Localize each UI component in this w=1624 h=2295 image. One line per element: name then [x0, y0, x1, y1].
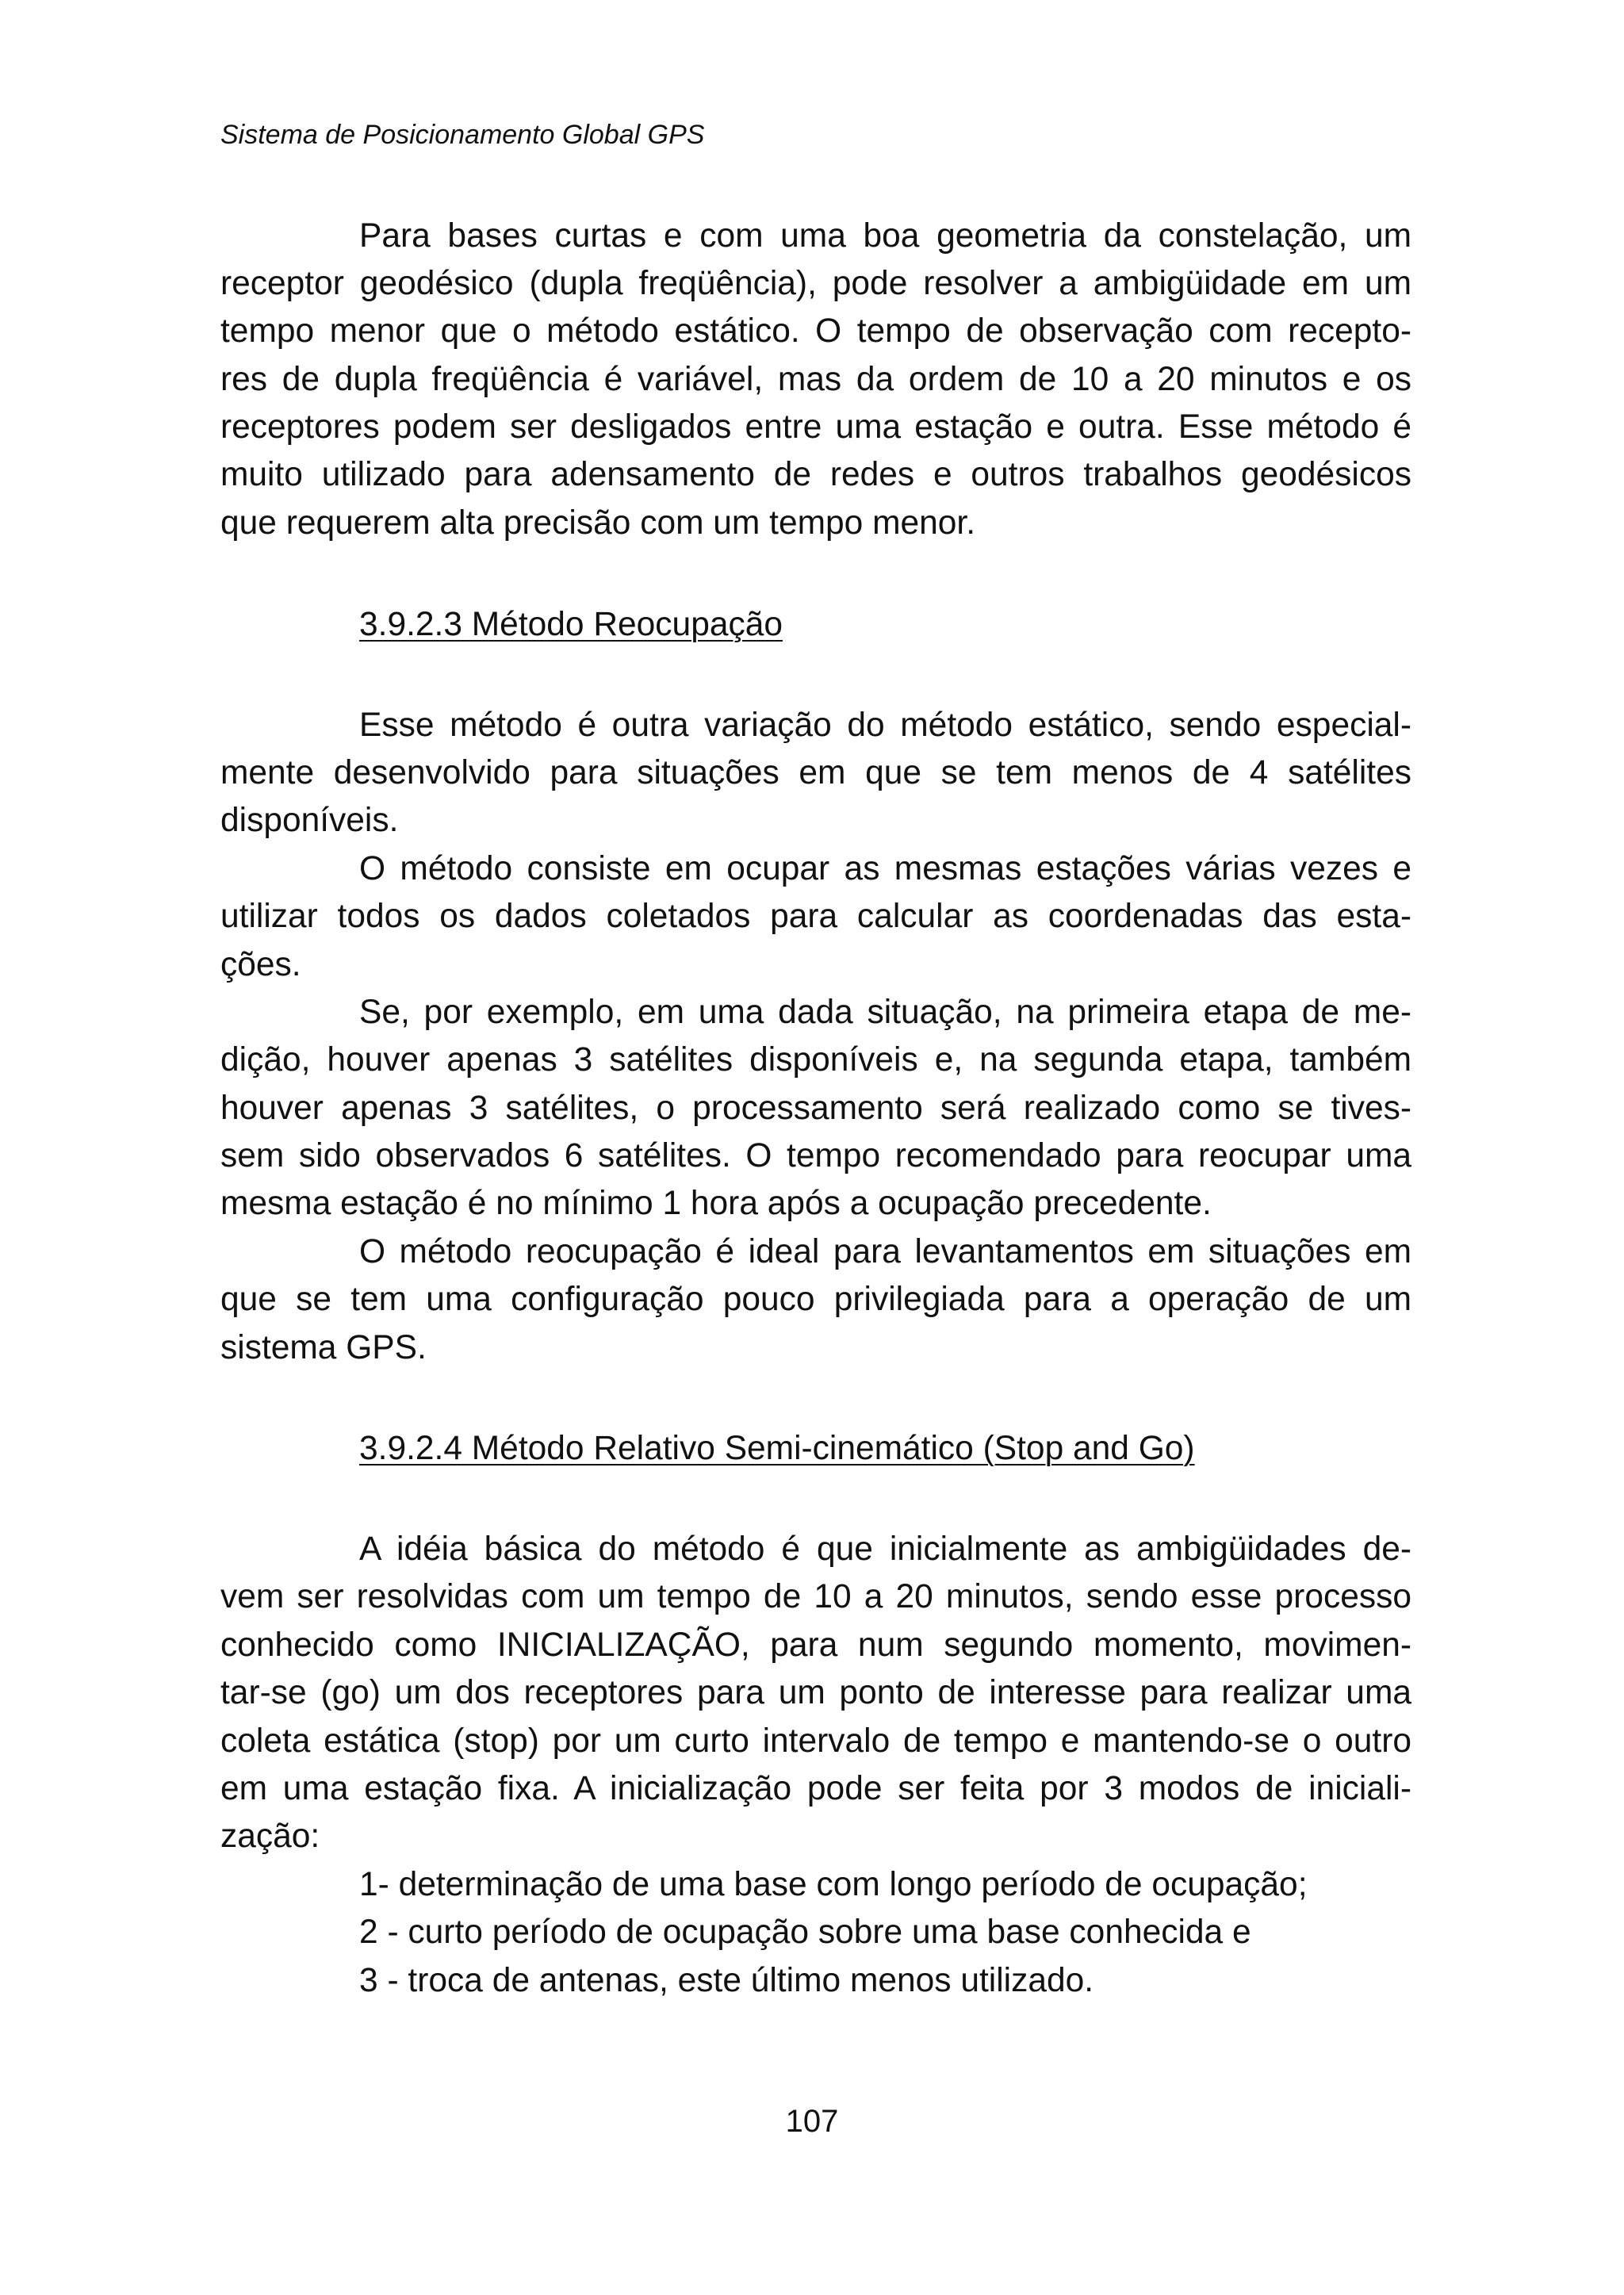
paragraph-line: vem ser resolvidas com um tempo de 10 a 20 minutos, sendo esse processo: [220, 1578, 1411, 1615]
paragraph-line: zação:: [220, 1818, 320, 1855]
paragraph-line: em uma estação fixa. A inicialização pode ser feita por 3 modos de iniciali-: [220, 1770, 1411, 1807]
paragraph-line: mente desenvolvido para situações em que se tem menos de 4 satélites: [220, 754, 1411, 791]
paragraph-line: res de dupla freqüência é variável, mas da ordem de 10 a 20 minutos e os: [220, 361, 1411, 398]
section-heading-3923: 3.9.2.3 Método Reocupação: [359, 606, 783, 643]
paragraph-line: O método consiste em ocupar as mesmas estações várias vezes e: [359, 850, 1411, 887]
paragraph-line: conhecido como INICIALIZAÇÃO, para num segundo momento, movimen-: [220, 1626, 1411, 1664]
paragraph-line: tempo menor que o método estático. O tempo de observação com recepto-: [220, 312, 1411, 350]
paragraph-line: mesma estação é no mínimo 1 hora após a ocupação precedente.: [220, 1185, 1212, 1222]
paragraph-line: receptor geodésico (dupla freqüência), pode resolver a ambigüidade em um: [220, 265, 1411, 302]
paragraph-line: disponíveis.: [220, 802, 399, 839]
paragraph-line: coleta estática (stop) por um curto intervalo de tempo e mantendo-se o outro: [220, 1722, 1411, 1760]
paragraph-line: Esse método é outra variação do método estático, sendo especial-: [359, 707, 1411, 744]
paragraph-line: que se tem uma configuração pouco privilegiada para a operação de um: [220, 1281, 1411, 1318]
paragraph-line: O método reocupação é ideal para levantamentos em situações em: [359, 1233, 1411, 1270]
list-item: 2 - curto período de ocupação sobre uma base conhecida e: [359, 1914, 1251, 1951]
paragraph-line: receptores podem ser desligados entre uma estação e outra. Esse método é: [220, 408, 1411, 446]
paragraph-line: utilizar todos os dados coletados para calcular as coordenadas das esta-: [220, 898, 1411, 935]
paragraph-line: sistema GPS.: [220, 1329, 427, 1366]
paragraph-line: sem sido observados 6 satélites. O tempo recomendado para reocupar uma: [220, 1137, 1411, 1174]
paragraph-line: dição, houver apenas 3 satélites disponíveis e, na segunda etapa, também: [220, 1041, 1411, 1079]
paragraph-line: Se, por exemplo, em uma dada situação, na primeira etapa de me-: [359, 994, 1411, 1031]
paragraph-line: ções.: [220, 946, 301, 983]
paragraph-line: tar-se (go) um dos receptores para um ponto de interesse para realizar uma: [220, 1674, 1411, 1711]
list-item: 1- determinação de uma base com longo período de ocupação;: [359, 1866, 1308, 1903]
paragraph-line: Para bases curtas e com uma boa geometria da constelação, um: [359, 217, 1411, 255]
paragraph-line: A idéia básica do método é que inicialmente as ambigüidades de-: [359, 1531, 1411, 1568]
running-header: Sistema de Posicionamento Global GPS: [220, 120, 705, 150]
paragraph-line: muito utilizado para adensamento de redes e outros trabalhos geodésicos: [220, 456, 1411, 493]
section-heading-3924: 3.9.2.4 Método Relativo Semi-cinemático (Stop and Go): [359, 1430, 1195, 1467]
paragraph-line: houver apenas 3 satélites, o processamento será realizado como se tives-: [220, 1090, 1411, 1127]
page-number: 107: [785, 2104, 839, 2139]
paragraph-line: que requerem alta precisão com um tempo menor.: [220, 504, 975, 542]
list-item: 3 - troca de antenas, este último menos utilizado.: [359, 1962, 1094, 1999]
